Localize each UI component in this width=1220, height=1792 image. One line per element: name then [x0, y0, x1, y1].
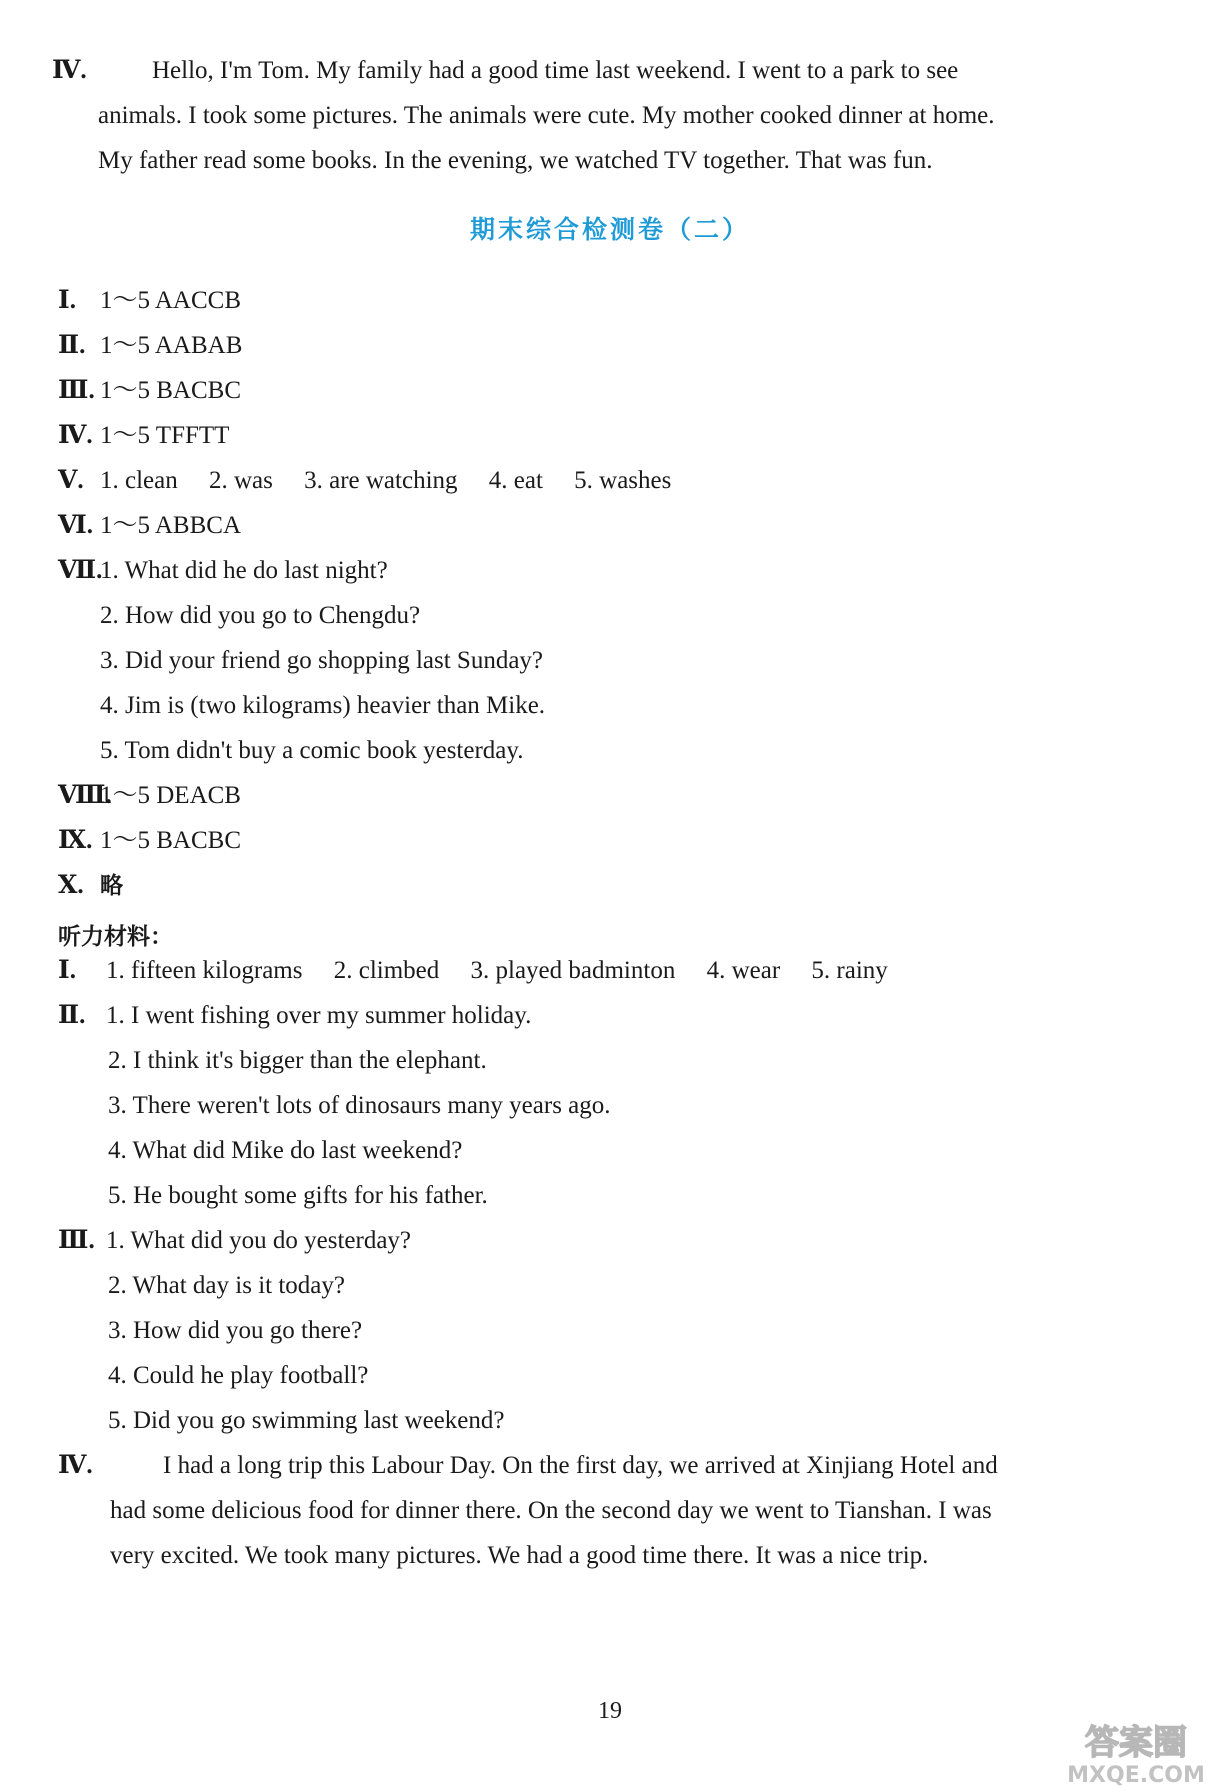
answer-text: 1～5 AACCB	[100, 287, 242, 314]
answer-text: 1～5 BACBC	[100, 377, 242, 404]
answer-text: 略	[100, 873, 123, 899]
answer-row	[58, 773, 241, 818]
section-number: Ⅰ.	[58, 957, 76, 984]
passage-line: I had a long trip this Labour Day. On the first day, we arrived at Xinjiang Hotel and	[163, 1452, 998, 1479]
section-number: Ⅱ.	[58, 332, 86, 359]
section-number: Ⅲ.	[58, 377, 95, 404]
exam-title: 期末综合检测卷（二）	[469, 215, 750, 244]
answer-subline: 4. Jim is (two kilograms) heavier than Mike.	[100, 692, 546, 719]
answer-row	[58, 548, 388, 593]
listening-text: 1. fifteen kilograms 2. climbed 3. played badminton 4. wear 5. rainy	[106, 957, 888, 984]
answer-row	[58, 368, 241, 413]
answer-text: 1. clean 2. was 3. are watching 4. eat 5. washes	[100, 467, 672, 494]
section-number: Ⅰ.	[58, 287, 76, 314]
section-number: Ⅵ.	[58, 512, 93, 539]
answer-text: 1～5 TFFTT	[100, 422, 230, 449]
listening-row	[58, 993, 531, 1038]
passage-line: animals. I took some pictures. The animals were cute. My mother cooked dinner at home.	[98, 102, 995, 129]
answer-text: 1～5 ABBCA	[100, 512, 242, 539]
reading-passage-top	[52, 48, 1152, 183]
passage-line: had some delicious food for dinner there. On the second day we went to Tianshan. I was	[110, 1497, 992, 1524]
listening-subline: 3. How did you go there?	[108, 1317, 363, 1344]
listening-text: 1. What did you do yesterday?	[106, 1227, 412, 1254]
answer-row	[58, 503, 241, 548]
page-number: 19	[598, 1698, 622, 1724]
section-number: Ⅱ.	[58, 1002, 86, 1029]
answer-row	[58, 278, 241, 323]
answer-row	[58, 458, 671, 503]
answer-subline: 3. Did your friend go shopping last Sunday?	[100, 647, 544, 674]
section-number: Ⅳ.	[58, 1452, 93, 1479]
section-number: Ⅳ.	[52, 57, 87, 84]
answer-row	[58, 413, 229, 458]
listening-row	[58, 948, 888, 993]
watermark-logo	[1056, 1716, 1214, 1788]
listening-subline: 4. What did Mike do last weekend?	[108, 1137, 463, 1164]
listening-subline: 5. Did you go swimming last weekend?	[108, 1407, 505, 1434]
answer-subline: 5. Tom didn't buy a comic book yesterday.	[100, 737, 524, 764]
answer-text: 1. What did he do last night?	[100, 557, 388, 584]
listening-subline: 3. There weren't lots of dinosaurs many years ago.	[108, 1092, 611, 1119]
listening-passage	[58, 1443, 1168, 1578]
passage-line: Hello, I'm Tom. My family had a good time last weekend. I went to a park to see	[152, 57, 959, 84]
passage-line: very excited. We took many pictures. We had a good time there. It was a nice trip.	[110, 1542, 929, 1569]
answer-row	[58, 818, 241, 863]
listening-label: 听力材料：	[58, 924, 173, 950]
passage-line: My father read some books. In the evening, we watched TV together. That was fun.	[98, 147, 933, 174]
section-number: Ⅲ.	[58, 1227, 95, 1254]
section-number: Ⅷ.	[58, 782, 112, 809]
listening-subline: 2. I think it's bigger than the elephant.	[108, 1047, 487, 1074]
section-number: Ⅴ.	[58, 467, 84, 494]
listening-subline: 5. He bought some gifts for his father.	[108, 1182, 488, 1209]
listening-text: 1. I went fishing over my summer holiday.	[106, 1002, 532, 1029]
watermark-text: 答案圈	[1085, 1723, 1187, 1763]
section-number: Ⅳ.	[58, 422, 93, 449]
answer-subline: 2. How did you go to Chengdu?	[100, 602, 421, 629]
listening-row	[58, 1218, 411, 1263]
answer-row	[58, 323, 242, 368]
answer-text: 1～5 BACBC	[100, 827, 242, 854]
answer-text: 1～5 DEACB	[100, 782, 241, 809]
answer-row	[58, 863, 123, 909]
section-number: Ⅹ.	[58, 872, 84, 899]
watermark-url: MXQE.COM	[1067, 1763, 1205, 1788]
listening-subline: 4. Could he play football?	[108, 1362, 369, 1389]
listening-subline: 2. What day is it today?	[108, 1272, 345, 1299]
section-number: Ⅸ.	[58, 827, 93, 854]
section-number: Ⅶ.	[58, 557, 103, 584]
answer-text: 1～5 AABAB	[100, 332, 243, 359]
